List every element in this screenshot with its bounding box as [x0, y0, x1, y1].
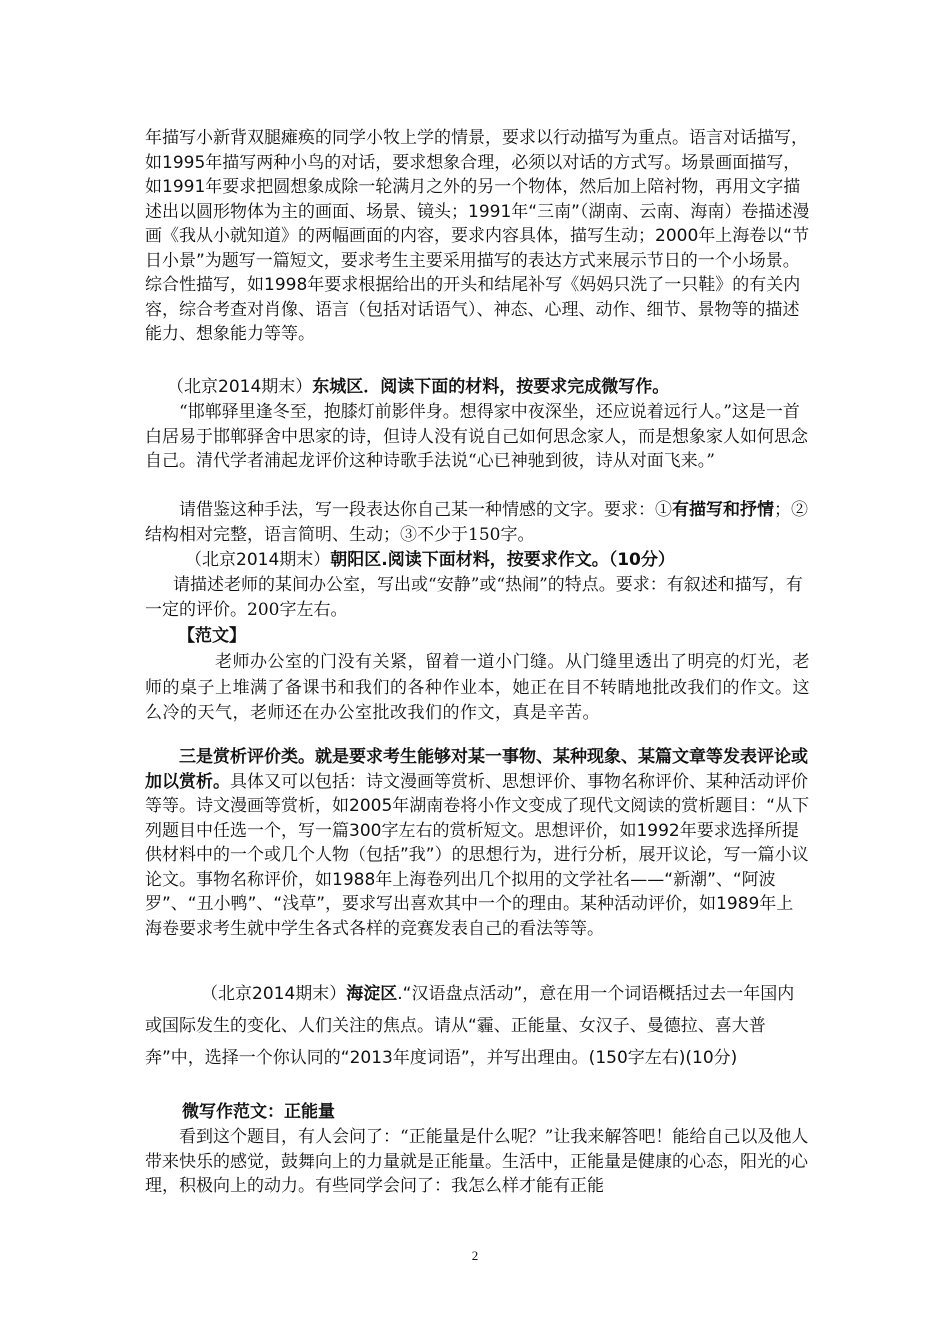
question-title: 东城区．阅读下面的材料，按要求完成微写作。: [312, 377, 670, 397]
page-number: 2: [471, 1248, 479, 1263]
question-dongcheng-heading: [167, 375, 810, 400]
question-chaoyang-heading: [185, 548, 810, 573]
question-source: （北京2014期末）: [201, 984, 347, 1004]
section-heading: 三是赏析评价类: [179, 747, 298, 767]
question-haidian: （北京2014期末）海淀区.“汉语盘点活动”，意在用一个词语概括过去一年国内或国际发生的变化、人们关注的焦点。请从“霾、正能量、女汉子、曼德拉、喜大普奔”中，选择一个你认同的“2013年度词语”，并写出理由。(150字左右)(10分): [145, 984, 795, 1068]
question-district: 海淀区: [346, 984, 398, 1004]
question-title: 朝阳区.阅读下面材料，按要求作文。（10分）: [330, 550, 675, 570]
paragraph-appreciation: 三是赏析评价类。就是要求考生能够对某一事物、某种现象、某篇文章等发表评论或加以赏析。具体又可以包括：诗文漫画等赏析、思想评价、事物名称评价、某种活动评价等等。诗文漫画等赏析，如2005年湖南卷将小作文变成了现代文阅读的赏析题目：“从下列题目中任选一个，写一篇300字左右的赏析短文。思想评价，如1992年要求选择所提供材料中的一个或几个人物（包括”我”）的思想行为，进行分析，展开议论，写一篇小议论文。事物名称评价，如1988年上海卷列出几个拟用的文学社名——“新潮”、“阿波罗”、“丑小鸭”、“浅草”，要求写出喜欢其中一个的理由。某种活动评价，如1989年上海卷要求考生就中学生各式各样的竞赛发表自己的看法等等。: [145, 747, 810, 939]
question-dongcheng-requirements: 请借鉴这种手法，写一段表达你自己某一种情感的文字。要求：①有描写和抒情；②结构相对完整，语言简明、生动；③不少于150字。: [145, 500, 808, 545]
fanwen-text: 老师办公室的门没有关紧，留着一道小门缝。从门缝里透出了明亮的灯光，老师的桌子上堆满了备课书和我们的各种作业本，她正在目不转睛地批改我们的作文。这么冷的天气，老师还在办公室批改我们的作文，真是辛苦。: [145, 652, 810, 723]
micro-writing-text: 看到这个题目，有人会问了：“正能量是什么呢？”让我来解答吧！能给自己以及他人带来快乐的感觉，鼓舞向上的力量就是正能量。生活中，正能量是健康的心态，阳光的心理，积极向上的动力。有些同学会问了：我怎么样才能有正能: [145, 1127, 809, 1196]
question-source: （北京2014期末）: [167, 377, 313, 397]
question-chaoyang-text: 请描述老师的某间办公室，写出或“安静”或“热闹”的特点。要求：有叙述和描写，有一定的评价。200字左右。: [145, 575, 803, 620]
micro-writing-title: 微写作范文：正能量: [182, 1102, 335, 1122]
paragraph-description-types: 年描写小新背双腿瘫痪的同学小牧上学的情景，要求以行动描写为重点。语言对话描写，如1995年描写两种小鸟的对话，要求想象合理，必须以对话的方式写。场景画面描写，如1991年要求把圆想象成除一轮满月之外的另一个物体，然后加上陪衬物，再用文字描述出以圆形物体为主的画面、场景、镜头；1991年“三南”（湖南、云南、海南）卷描述漫画《我从小就知道》的两幅画面的内容，要求内容具体，描写生动；2000年上海卷以“节日小景”为题写一篇短文，要求考生主要采用描写的表达方式来展示节日的一个小场景。综合性描写，如1998年要求根据给出的开头和结尾补写《妈妈只洗了一只鞋》的有关内容，综合考查对肖像、语言（包括对话语气）、神态、心理、动作、细节、景物等的描述能力、想象能力等等。: [145, 128, 810, 344]
question-dongcheng-material: “邯郸驿里逢冬至，抱膝灯前影伴身。想得家中夜深坐，还应说着远行人。”这是一首白居易于邯郸驿舍中思家的诗，但诗人没有说自己如何思念家人，而是想象家人如何思念自己。清代学者浦起龙评价这种诗歌手法说“心已神驰到彼，诗从对面飞来。”: [145, 402, 808, 471]
question-source: （北京2014期末）: [185, 550, 331, 570]
fanwen-label: 【范文】: [178, 626, 246, 646]
